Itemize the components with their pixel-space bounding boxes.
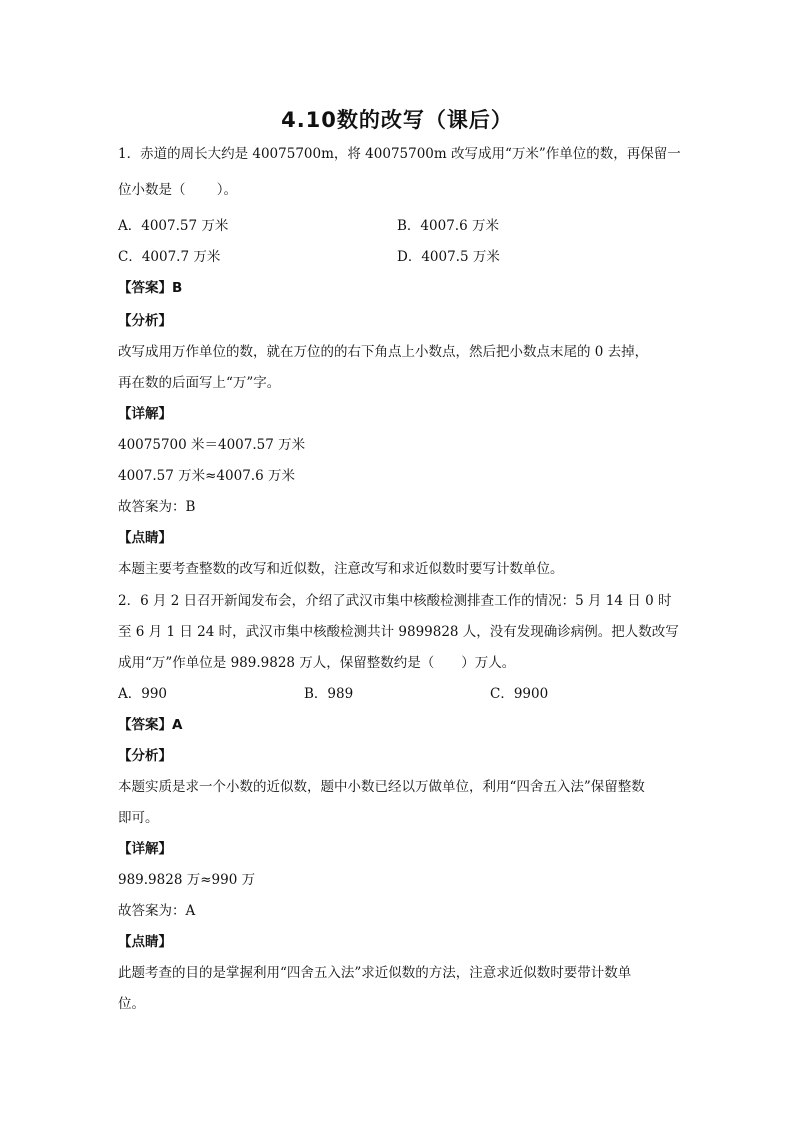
q1-detail-line-2: 4007.57 万米≈4007.6 万米 — [118, 468, 295, 484]
q2-option-a: A．990 — [118, 686, 168, 702]
q1-answer: 【答案】B — [118, 280, 183, 296]
q1-detail-line-3: 故答案为：B — [118, 499, 196, 515]
q1-analysis-heading: 【分析】 — [118, 313, 172, 329]
q2-analysis-heading: 【分析】 — [118, 748, 172, 764]
q1-option-c: C．4007.7 万米 — [118, 249, 221, 265]
q1-option-d: D．4007.5 万米 — [397, 249, 500, 265]
q1-analysis-line-1: 改写成用万作单位的数，就在万位的的右下角点上小数点，然后把小数点末尾的 0 去掉， — [118, 344, 649, 360]
q2-detail-line-2: 故答案为：A — [118, 903, 196, 919]
q1-stem-line-1: 1．赤道的周长大约是 40075700m，将 40075700m 改写成用“万米”作单位的数，再保留一 — [118, 146, 681, 162]
q2-analysis-line-2: 即可。 — [118, 810, 159, 826]
q2-stem-line-1: 2．6 月 2 日召开新闻发布会，介绍了武汉市集中核酸检测排查工作的情况：5 月 14 日 0 时 — [118, 593, 672, 609]
q2-stem-line-2: 至 6 月 1 日 24 时，武汉市集中核酸检测共计 9899828 人，没有发现确诊病例。把人数改写 — [118, 624, 679, 640]
q2-comment-line-1: 此题考查的目的是掌握利用“四舍五入法”求近似数的方法，注意求近似数时要带计数单 — [118, 965, 632, 981]
q2-stem-line-3: 成用“万”作单位是 989.9828 万人，保留整数约是（ ）万人。 — [118, 655, 516, 671]
q1-detail-heading: 【详解】 — [118, 406, 172, 422]
q2-option-c: C．9900 — [490, 686, 549, 702]
q1-stem-line-2: 位小数是（ ）。 — [118, 182, 238, 198]
q1-option-a: A．4007.57 万米 — [118, 218, 229, 234]
q2-detail-heading: 【详解】 — [118, 841, 172, 857]
q2-analysis-line-1: 本题实质是求一个小数的近似数，题中小数已经以万做单位，利用“四舍五入法”保留整数 — [118, 779, 645, 795]
q1-comment-line-1: 本题主要考查整数的改写和近似数，注意改写和求近似数时要写计数单位。 — [118, 561, 564, 577]
q2-comment-heading: 【点睛】 — [118, 934, 172, 950]
q2-detail-line-1: 989.9828 万≈990 万 — [118, 872, 256, 888]
q2-comment-line-2: 位。 — [118, 996, 145, 1012]
q2-option-b: B．989 — [304, 686, 354, 702]
q1-option-b: B．4007.6 万米 — [397, 218, 499, 234]
q2-answer: 【答案】A — [118, 717, 183, 733]
page-title: 4.10数的改写（课后） — [281, 108, 513, 132]
q1-detail-line-1: 40075700 米＝4007.57 万米 — [118, 437, 306, 453]
q1-analysis-line-2: 再在数的后面写上“万”字。 — [118, 375, 281, 391]
q1-comment-heading: 【点睛】 — [118, 530, 172, 546]
